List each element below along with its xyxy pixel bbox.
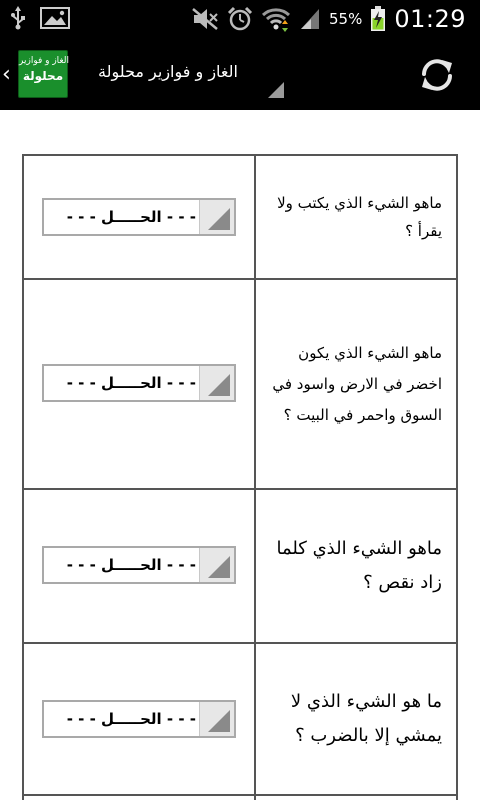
clock-time: 01:29: [394, 5, 466, 33]
answer-cell: [24, 156, 256, 278]
answer-cell: [24, 796, 256, 800]
app-logo[interactable]: [18, 50, 68, 98]
dropdown-arrow-icon: [199, 702, 234, 736]
answer-spinner-value: - - - الحـــــل - - -: [66, 556, 196, 574]
riddle-table: [22, 154, 460, 800]
dropdown-arrow-icon: [199, 366, 234, 400]
refresh-button[interactable]: [416, 54, 458, 96]
gallery-image-icon: [40, 6, 70, 30]
riddle-row: [22, 278, 458, 490]
up-navigation-icon[interactable]: ‹: [2, 62, 11, 87]
question-text: ماهو الشيء الذي يكتب ولا يقرأ ؟: [277, 194, 442, 240]
riddle-row: [22, 488, 458, 644]
answer-spinner[interactable]: [42, 700, 236, 738]
question-cell: [254, 796, 456, 800]
question-text: ما هو الشيء الذي لا يمشي إلا بالضرب ؟: [290, 691, 442, 746]
answer-cell: [24, 490, 256, 642]
answer-cell: [24, 644, 256, 794]
wifi-icon: [261, 6, 291, 32]
dropdown-arrow-icon: [199, 548, 234, 582]
question-text: ماهو الشيء الذي كلما زاد نقص ؟: [276, 538, 442, 593]
answer-spinner-value: - - - الحـــــل - - -: [66, 710, 196, 728]
answer-spinner-value: - - - الحـــــل - - -: [66, 374, 196, 392]
dropdown-arrow-icon: [199, 200, 234, 234]
action-bar: [0, 38, 480, 110]
question-cell: [254, 644, 456, 794]
refresh-icon: [416, 54, 458, 96]
usb-icon: [10, 6, 26, 30]
app-logo-line2: محلولة: [22, 69, 64, 83]
answer-spinner[interactable]: [42, 198, 236, 236]
battery-charging-icon: [370, 6, 386, 32]
status-bar: [0, 0, 480, 38]
riddle-row: [22, 154, 458, 280]
question-text: ماهو الشيء الذي يكون اخضر في الارض واسود في السوق واحمر في البيت ؟: [272, 343, 442, 424]
app-logo-line1: الغاز و فوازير: [19, 56, 70, 66]
answer-spinner-value: - - - الحـــــل - - -: [66, 208, 196, 226]
answer-spinner[interactable]: [42, 364, 236, 402]
title-dropdown-indicator-icon[interactable]: [268, 82, 284, 98]
mute-icon: [191, 7, 219, 31]
answer-spinner[interactable]: [42, 546, 236, 584]
question-cell: [254, 490, 456, 642]
riddle-row: [22, 794, 458, 800]
answer-cell: [24, 280, 256, 488]
alarm-icon: [227, 6, 253, 32]
signal-icon: [299, 7, 321, 31]
battery-percent: 55%: [328, 10, 363, 28]
question-cell: [254, 280, 456, 488]
question-cell: [254, 156, 456, 278]
riddle-row: [22, 642, 458, 796]
app-title[interactable]: الغاز و فوازير محلولة: [98, 62, 238, 81]
